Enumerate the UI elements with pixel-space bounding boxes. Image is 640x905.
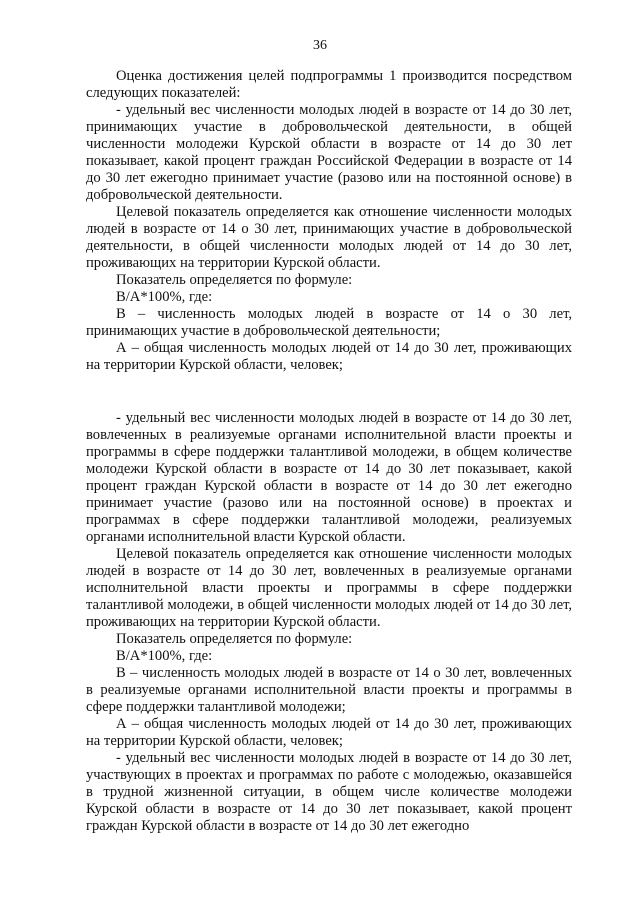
paragraph-formula-2: В/А*100%, где: [116, 648, 213, 664]
paragraph-indicator-volunteering: - удельный вес численности молодых людей в возрасте от 14 до 30 лет, принимающих участие в добровольческой деятельности, в общей численности молодежи Курской области в возрасте от 14 до 30 лет показывает, какой процент граждан Российской Федерации в возрасте от 14 до 30 лет ежегодно принимает участие (разово или на постоянной основе) в добровольческой деятельности. [86, 102, 572, 203]
paragraph-variable-a-2: А – общая численность молодых людей от 14 до 30 лет, проживающих на территории Курской области, человек; [86, 716, 572, 749]
page-number: 36 [313, 38, 327, 53]
paragraph-formula: В/А*100%, где: [116, 289, 213, 305]
paragraph-intro: Оценка достижения целей подпрограммы 1 производится посредством следующих показателей: [86, 68, 572, 101]
paragraph-target-volunteering: Целевой показатель определяется как отношение численности молодых людей в возрасте от 14 о 30 лет, принимающих участие в добровольческой деятельности, в общей численности молодых людей от 14 до 30 лет, проживающих на территории Курской области. [86, 204, 572, 271]
paragraph-indicator-talented-youth: - удельный вес численности молодых людей в возрасте от 14 до 30 лет, вовлеченных в реализуемые органами исполнительной власти проекты и программы в сфере поддержки талантливой молодежи, в общем количестве молодежи Курской области в возрасте от 14 до 30 лет показывает, какой процент граждан Курской области в возрасте от 14 до 30 лет ежегодно принимает участие (разово или на постоянной основе) в проектах и программах в сфере поддержки талантливой молодежи, реализуемых органами исполнительной власти Курской области. [86, 410, 572, 545]
document-body [86, 68, 572, 835]
paragraph-indicator-difficult-situation: - удельный вес численности молодых людей в возрасте от 14 до 30 лет, участвующих в проектах и программах по работе с молодежью, оказавшейся в трудной жизненной ситуации, в общем числе количестве молодежи Курской области в возрасте от 14 до 30 лет показывает, какой процент граждан Курской области в возрасте от 14 до 30 лет ежегодно [86, 750, 572, 834]
paragraph-formula-intro-2: Показатель определяется по формуле: [116, 631, 353, 647]
paragraph-target-talented-youth: Целевой показатель определяется как отношение численности молодых людей в возрасте от 14 до 30 лет, вовлеченных в реализуемые органами исполнительной власти проекты и программы в сфере поддержки талантливой молодежи, в общей численности молодых людей от 14 до 30 лет, проживающих на территории Курской области. [86, 546, 572, 630]
paragraph-variable-a: А – общая численность молодых людей от 14 до 30 лет, проживающих на территории Курской области, человек; [86, 340, 572, 373]
paragraph-variable-b: В – численность молодых людей в возрасте от 14 о 30 лет, принимающих участие в добровольческой деятельности; [86, 306, 572, 339]
paragraph-formula-intro: Показатель определяется по формуле: [116, 272, 353, 288]
paragraph-variable-b-2: В – численность молодых людей в возрасте от 14 о 30 лет, вовлеченных в реализуемые органами исполнительной власти проекты и программы в сфере поддержки талантливой молодежи; [86, 665, 572, 715]
